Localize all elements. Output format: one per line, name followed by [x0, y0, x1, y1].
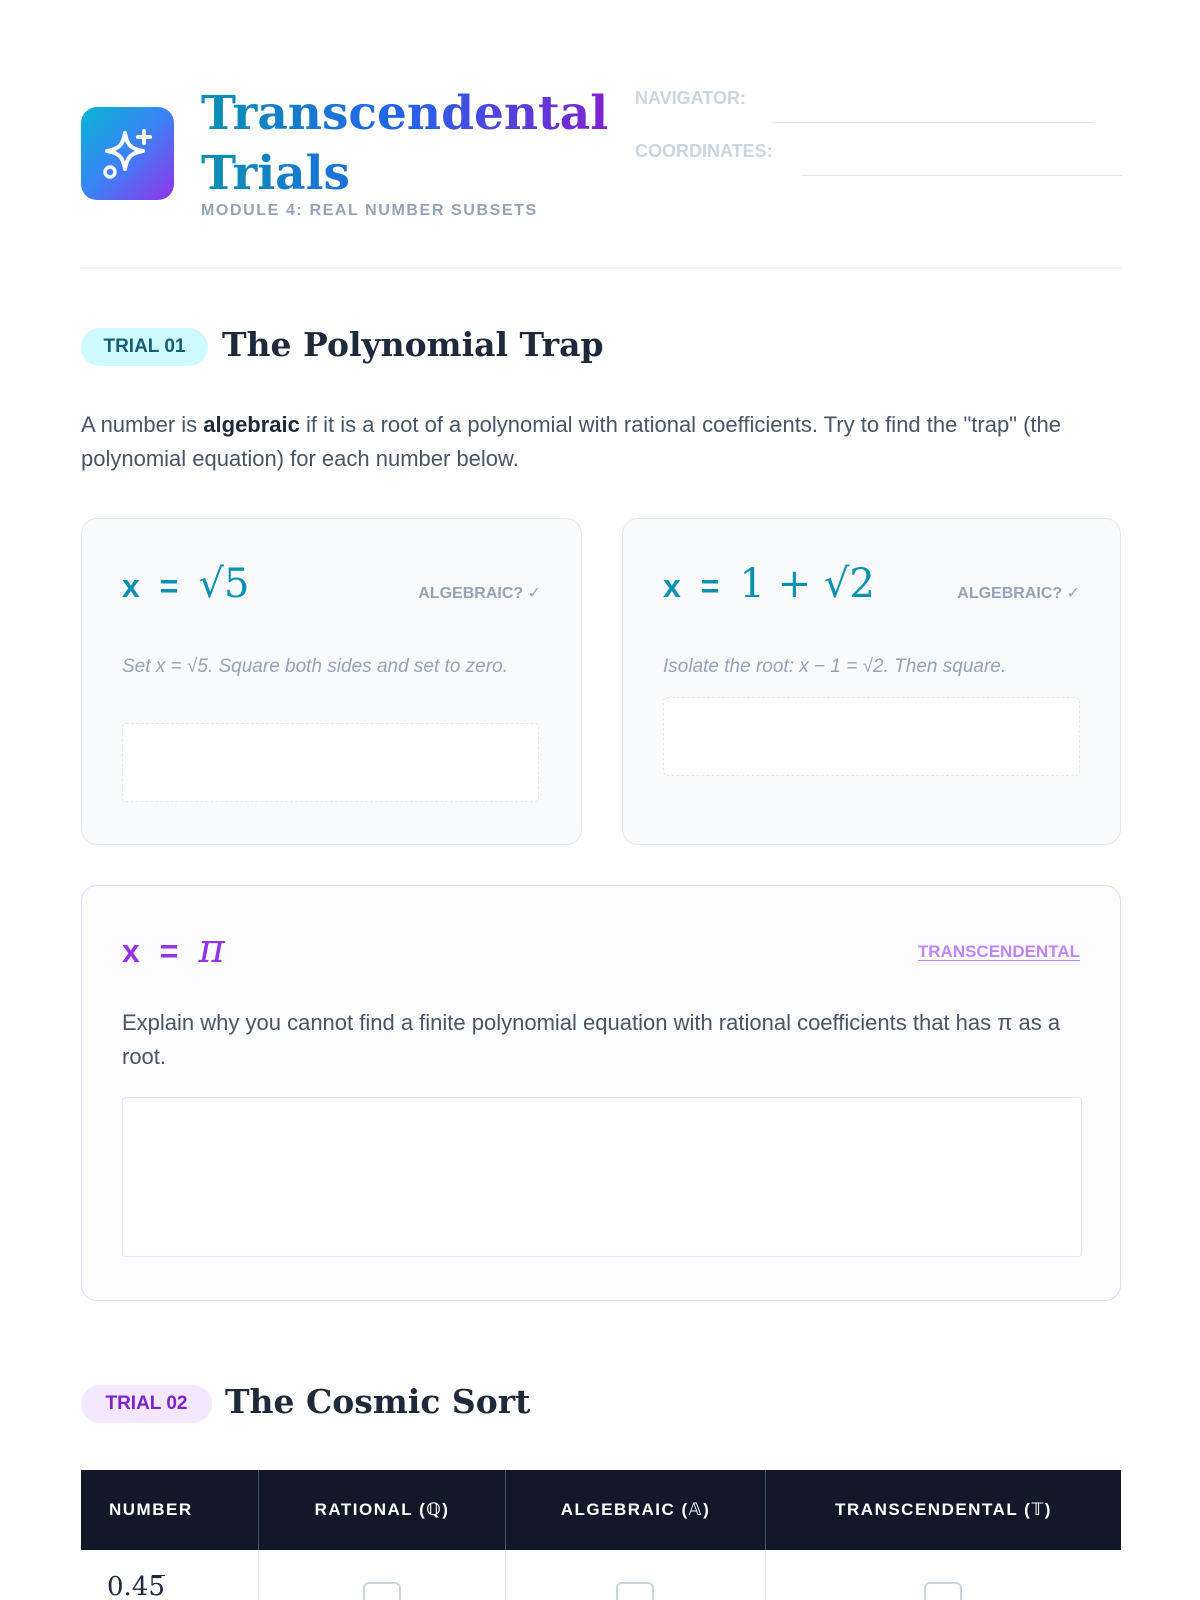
rational-checkbox[interactable] [363, 1582, 401, 1600]
answer-input[interactable] [663, 697, 1080, 776]
problem-card-sqrt5 [81, 518, 582, 845]
algebraic-cell [506, 1550, 766, 1600]
term-algebraic: algebraic [203, 412, 300, 437]
column-header-algebraic: ALGEBRAIC (𝔸) [506, 1470, 766, 1550]
trial-tag: TRIAL 02 [81, 1385, 212, 1423]
table-header [81, 1470, 1121, 1550]
sparkle-icon [101, 127, 155, 181]
algebraic-badge: ALGEBRAIC? ✓ [957, 585, 1080, 602]
hint-text: Set x = √5. Square both sides and set to zero. [122, 656, 508, 677]
explain-prompt: Explain why you cannot find a finite polynomial equation with rational coefficients that has π as a root. [122, 1010, 1061, 1069]
algebraic-checkbox[interactable] [616, 1582, 654, 1600]
trial-tag: TRIAL 01 [81, 328, 208, 366]
transcendental-cell [766, 1550, 1121, 1600]
intro-text: A number is algebraic if it is a root of a polynomial with rational coefficients. Try to find the "trap" (the polynomial equation) for each number below. [81, 412, 1062, 471]
column-header-transcendental: TRANSCENDENTAL (𝕋) [835, 1500, 1052, 1519]
logo [81, 107, 174, 200]
column-header-rational: RATIONAL (ℚ) [259, 1470, 506, 1550]
section-title: The Cosmic Sort [225, 1382, 531, 1421]
navigator-field [635, 88, 746, 109]
transcendental-badge: TRANSCENDENTAL [917, 942, 1080, 961]
explanation-textarea[interactable] [122, 1097, 1082, 1257]
rational-cell [259, 1550, 506, 1600]
equation: x = √5 [122, 561, 250, 607]
table-row [81, 1550, 1121, 1600]
page-title: Transcendental Trials [201, 84, 608, 204]
answer-input[interactable] [122, 723, 539, 802]
equation: x = π [122, 926, 225, 972]
number-value: 0.45̅ [107, 1572, 165, 1600]
page-header [81, 84, 1121, 234]
equation: x = 1 + √2 [663, 561, 875, 607]
header-divider [81, 267, 1121, 269]
section-title: The Polynomial Trap [222, 325, 604, 364]
column-header-number: NUMBER [81, 1470, 259, 1550]
transcendental-checkbox[interactable] [924, 1582, 962, 1600]
hint-text: Isolate the root: x − 1 = √2. Then square. [663, 656, 1007, 677]
coordinates-label: COORDINATES: [635, 141, 773, 161]
algebraic-badge: ALGEBRAIC? ✓ [418, 585, 541, 602]
problem-card-pi [81, 885, 1121, 1301]
navigator-label: NAVIGATOR: [635, 88, 746, 108]
coordinates-input-line[interactable] [801, 175, 1122, 176]
problem-card-1-plus-sqrt2 [622, 518, 1121, 845]
number-cell [81, 1550, 259, 1600]
navigator-input-line[interactable] [772, 122, 1094, 123]
page-subtitle: MODULE 4: REAL NUMBER SUBSETS [201, 202, 538, 219]
coordinates-field [635, 141, 773, 162]
